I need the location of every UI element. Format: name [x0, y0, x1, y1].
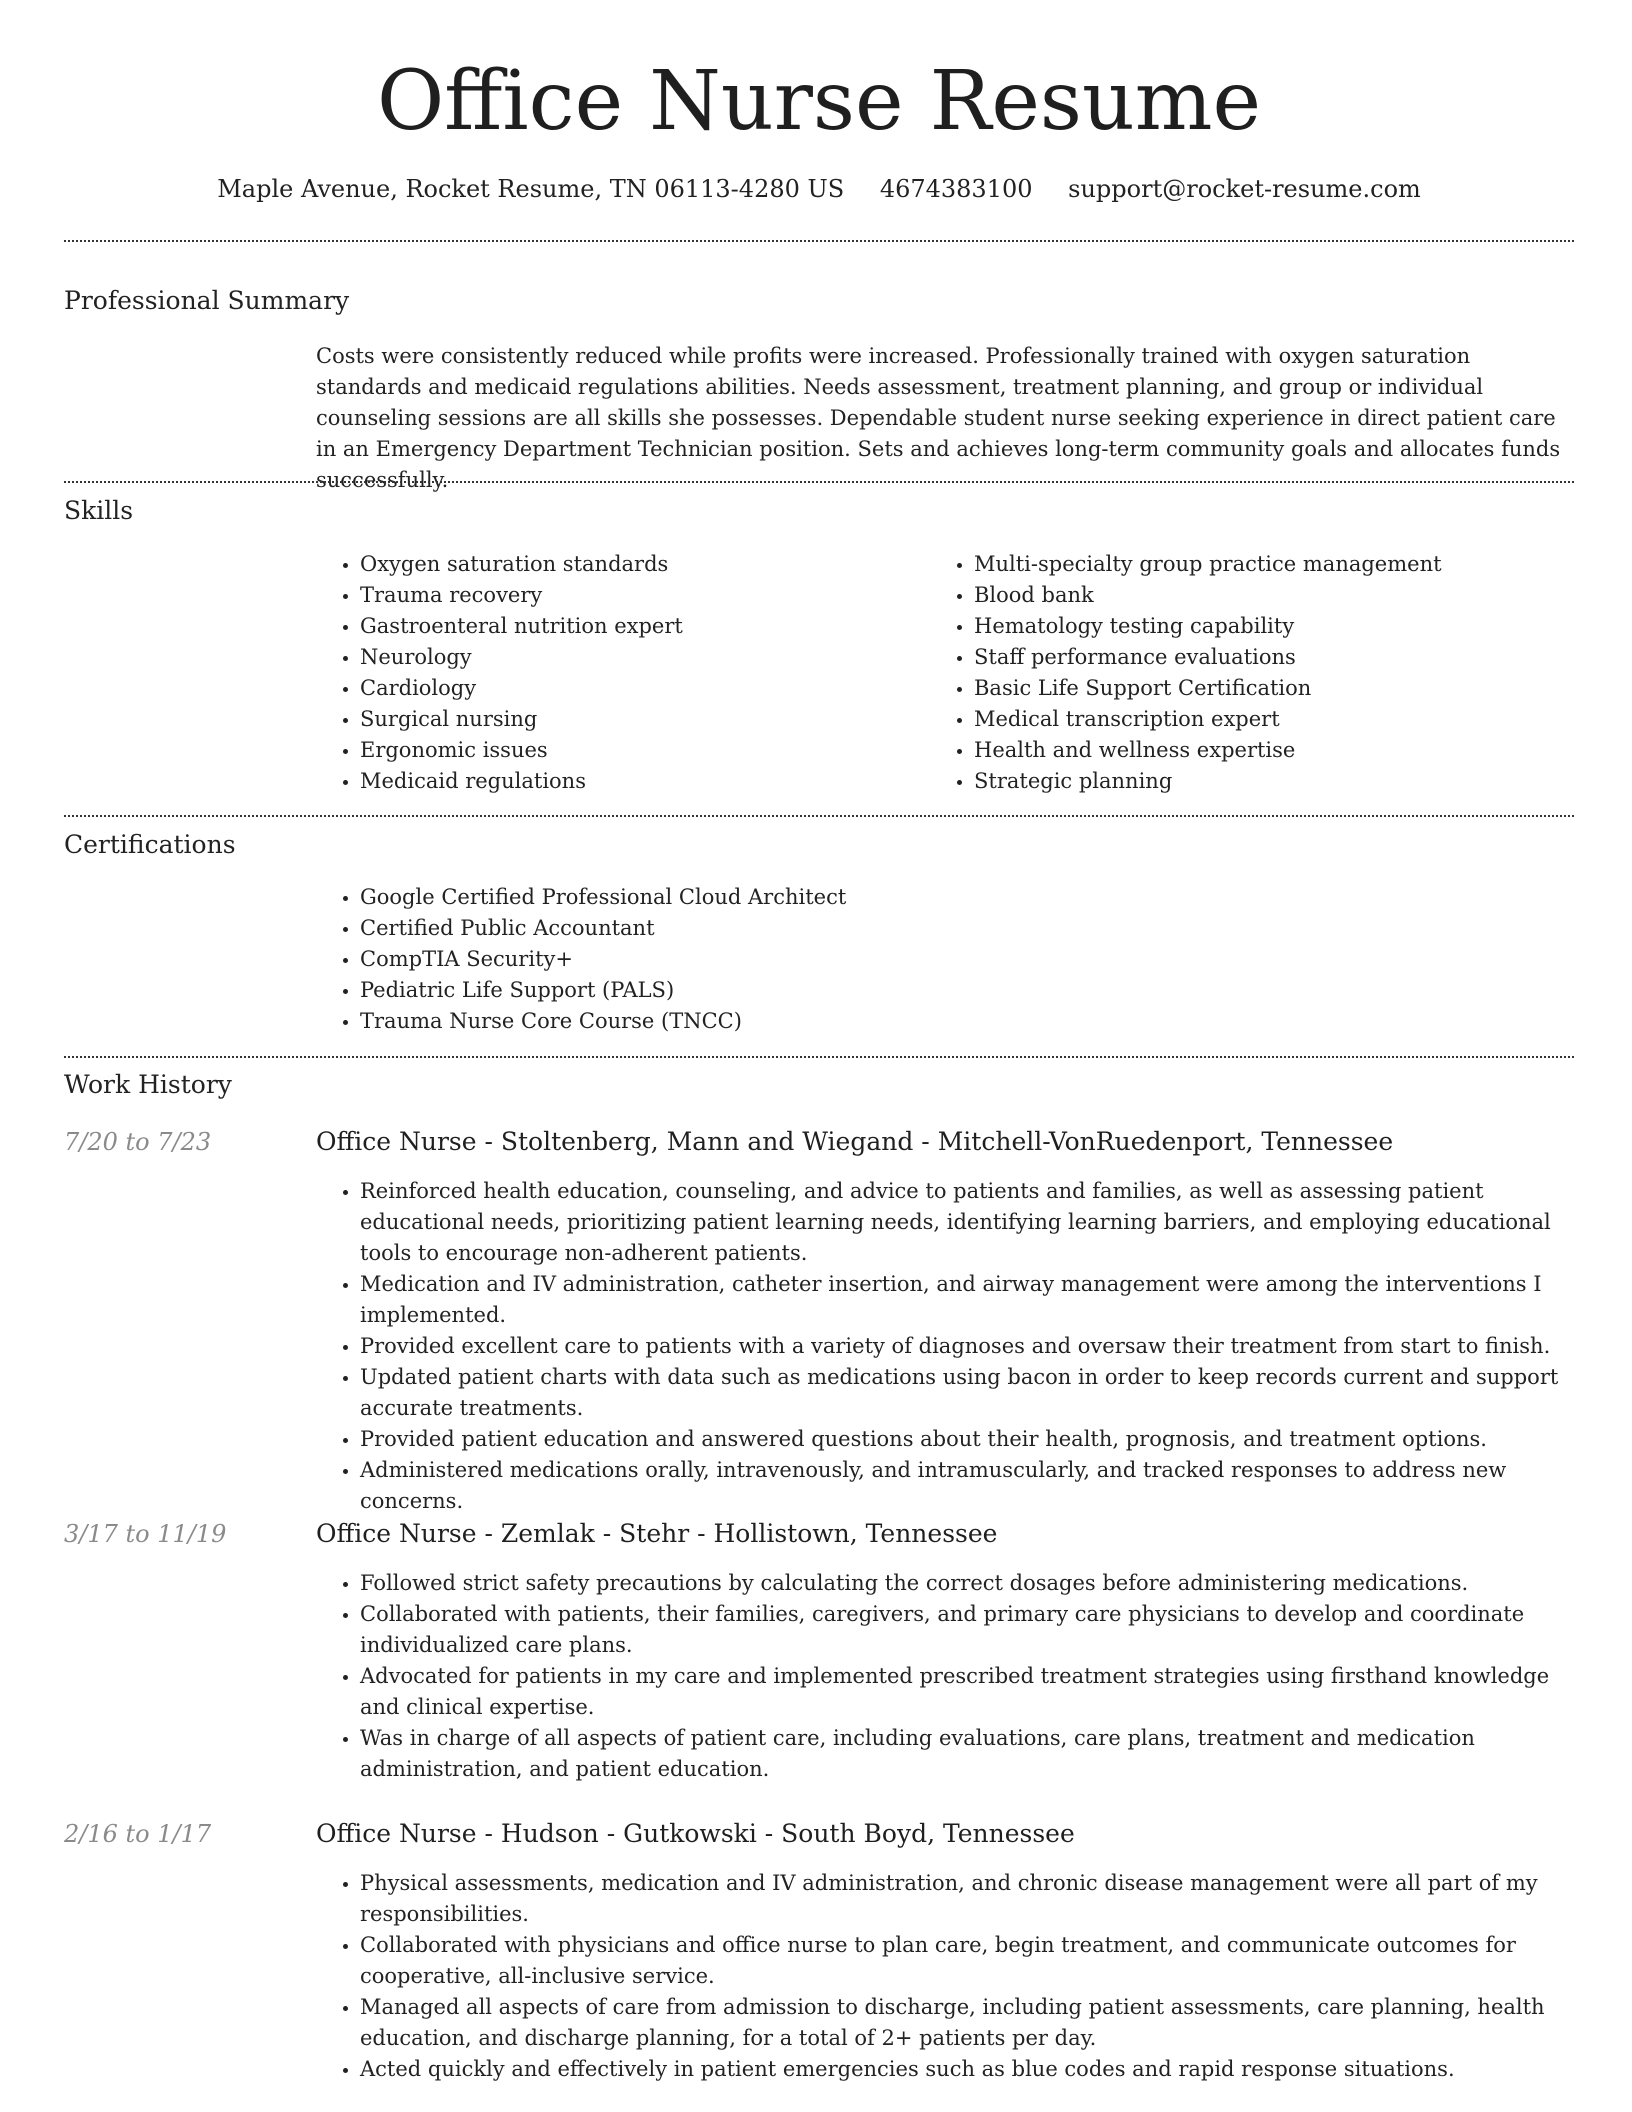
skills-section: [316, 549, 1574, 797]
job-title: Office Nurse - Hudson - Gutkowski - South Boyd, Tennessee: [316, 1819, 1075, 1848]
contact-line: [64, 172, 1574, 206]
summary-text: Costs were consistently reduced while profits were increased. Professionally trained with oxygen saturation standards and medicaid regulations abilities. Needs assessment, treatment planning, and group or individual counseling sessions are all skills she possesses. Dependable student nurse seeking experience in direct patient care in an Emergency Department Technician position. Sets and achieves long-term community goals and allocates funds successfully.: [316, 344, 1561, 492]
section-divider: [64, 240, 1574, 242]
contact-email: support@rocket-resume.com: [1068, 175, 1421, 203]
section-divider: [64, 815, 1574, 817]
skill-item: • Trauma recovery: [360, 580, 936, 611]
job-bullet: • Provided patient education and answered questions about their health, prognosis, and treatment options.: [360, 1424, 1574, 1455]
section-divider: [64, 481, 1574, 483]
job-bullet: • Reinforced health education, counseling, and advice to patients and families, as well as assessing patient educational needs, prioritizing patient learning needs, identifying learning barriers, and employing educational tools to encourage non-adherent patients.: [360, 1176, 1574, 1269]
summary-heading: Professional Summary: [64, 286, 350, 315]
job-bullet: • Updated patient charts with data such as medications using bacon in order to keep records current and support accurate treatments.: [360, 1362, 1574, 1424]
certification-item: • Google Certified Professional Cloud Architect: [360, 882, 1574, 913]
skill-item: • Health and wellness expertise: [974, 735, 1550, 766]
job-bullet: • Advocated for patients in my care and implemented prescribed treatment strategies using firsthand knowledge and clinical expertise.: [360, 1661, 1574, 1723]
certifications-heading: Certifications: [64, 830, 236, 859]
contact-phone: 4674383100: [879, 175, 1033, 203]
skills-column-right: [930, 549, 1550, 797]
skill-item: • Ergonomic issues: [360, 735, 936, 766]
skill-item: • Hematology testing capability: [974, 611, 1550, 642]
skill-item: • Medical transcription expert: [974, 704, 1550, 735]
work-history-heading: Work History: [64, 1070, 232, 1099]
job-title: Office Nurse - Zemlak - Stehr - Hollistown, Tennessee: [316, 1519, 998, 1548]
job-responsibilities: [316, 1568, 1574, 1785]
job-bullet: • Collaborated with physicians and office nurse to plan care, begin treatment, and communicate outcomes for cooperative, all-inclusive service.: [360, 1930, 1574, 1992]
skill-item: • Blood bank: [974, 580, 1550, 611]
job-bullet: • Managed all aspects of care from admission to discharge, including patient assessments, care planning, health education, and discharge planning, for a total of 2+ patients per day.: [360, 1992, 1574, 2054]
skill-item: • Staff performance evaluations: [974, 642, 1550, 673]
certification-item: • Certified Public Accountant: [360, 913, 1574, 944]
skills-heading: Skills: [64, 496, 134, 525]
job-dates: 2/16 to 1/17: [64, 1820, 212, 1848]
job-bullet: • Acted quickly and effectively in patient emergencies such as blue codes and rapid response situations.: [360, 2054, 1574, 2085]
job-bullet: • Administered medications orally, intravenously, and intramuscularly, and tracked responses to address new concerns.: [360, 1455, 1574, 1517]
job-bullet: • Was in charge of all aspects of patient care, including evaluations, care plans, treatment and medication administration, and patient education.: [360, 1723, 1574, 1785]
skill-item: • Multi-specialty group practice management: [974, 549, 1550, 580]
skill-item: • Cardiology: [360, 673, 936, 704]
skill-item: • Oxygen saturation standards: [360, 549, 936, 580]
job-responsibilities: [316, 1176, 1574, 1517]
contact-address: Maple Avenue, Rocket Resume, TN 06113-4280 US: [217, 175, 845, 203]
certification-item: • Pediatric Life Support (PALS): [360, 975, 1574, 1006]
job-bullet: • Physical assessments, medication and IV administration, and chronic disease management were all part of my responsibilities.: [360, 1868, 1574, 1930]
resume-title: Office Nurse Resume: [376, 54, 1262, 149]
job-responsibilities: [316, 1868, 1574, 2085]
skill-item: • Basic Life Support Certification: [974, 673, 1550, 704]
skill-item: • Strategic planning: [974, 766, 1550, 797]
job-bullet: • Collaborated with patients, their families, caregivers, and primary care physicians to develop and coordinate individualized care plans.: [360, 1599, 1574, 1661]
job-title: Office Nurse - Stoltenberg, Mann and Wiegand - Mitchell-VonRuedenport, Tennessee: [316, 1127, 1394, 1156]
job-bullet: • Followed strict safety precautions by calculating the correct dosages before administering medications.: [360, 1568, 1574, 1599]
skills-column-left: [316, 549, 936, 797]
skill-item: • Gastroenteral nutrition expert: [360, 611, 936, 642]
skill-item: • Medicaid regulations: [360, 766, 936, 797]
summary-section: [316, 341, 1574, 496]
job-bullet: • Provided excellent care to patients with a variety of diagnoses and oversaw their treatment from start to finish.: [360, 1331, 1574, 1362]
certification-item: • Trauma Nurse Core Course (TNCC): [360, 1006, 1574, 1037]
skill-item: • Neurology: [360, 642, 936, 673]
skill-item: • Surgical nursing: [360, 704, 936, 735]
job-bullet: • Medication and IV administration, catheter insertion, and airway management were among the interventions I implemented.: [360, 1269, 1574, 1331]
job-dates: 7/20 to 7/23: [64, 1128, 212, 1156]
job-dates: 3/17 to 11/19: [64, 1520, 227, 1548]
section-divider: [64, 1056, 1574, 1058]
certifications-section: [316, 882, 1574, 1037]
certification-item: • CompTIA Security+: [360, 944, 1574, 975]
